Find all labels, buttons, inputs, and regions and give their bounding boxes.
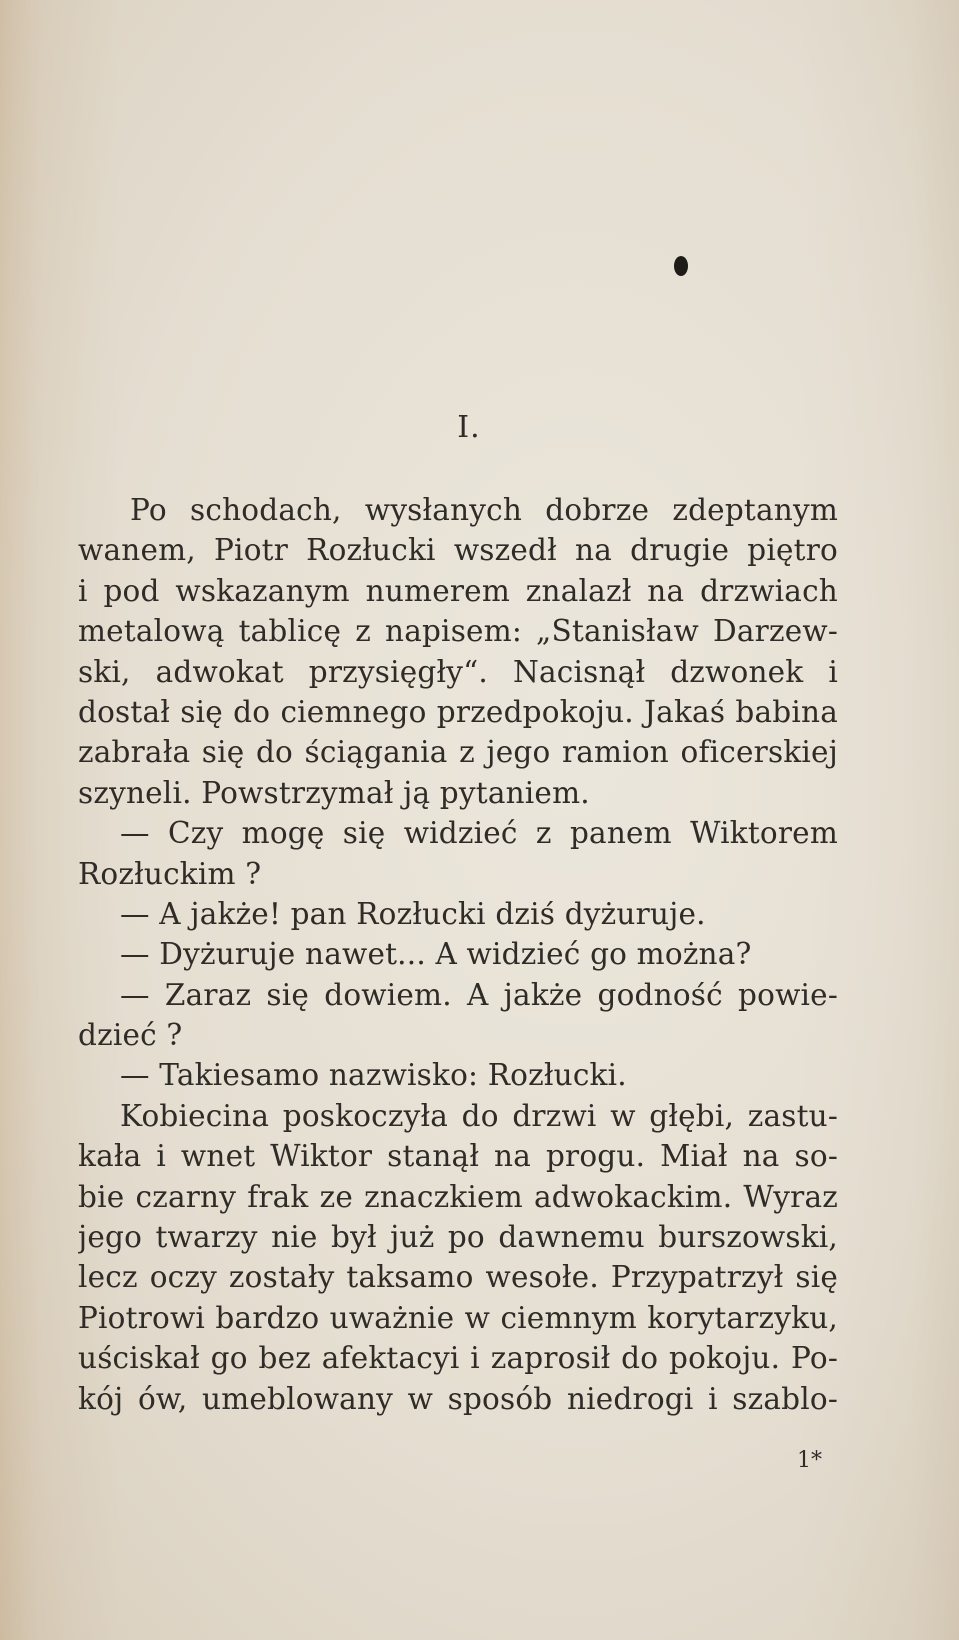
text-line: — Czy mogę się widzieć z panem Wiktorem xyxy=(120,816,838,851)
text-line: Kobiecina poskoczyła do drzwi w głębi, zastu- xyxy=(120,1098,838,1133)
text-line: bie czarny frak ze znaczkiem adwokackim. Wyraz xyxy=(78,1179,838,1214)
text-line: — Zaraz się dowiem. A jakże godność powie- xyxy=(120,977,838,1012)
printer-signature: 1* xyxy=(797,1448,822,1473)
text-line: kój ów, umeblowany w sposób niedrogi i szablo- xyxy=(78,1381,838,1416)
text-line: uściskał go bez afektacyi i zaprosił do pokoju. Po- xyxy=(78,1341,838,1376)
text-line: Piotrowi bardzo uważnie w ciemnym korytarzyku, xyxy=(78,1300,838,1335)
text-line: — A jakże! pan Rozłucki dziś dyżuruje. xyxy=(120,896,706,931)
text-line: i pod wskazanym numerem znalazł na drzwiach xyxy=(78,573,838,608)
chapter-text xyxy=(78,490,838,1419)
text-line: kała i wnet Wiktor stanął na progu. Miał na so- xyxy=(78,1139,838,1174)
text-line: jego twarzy nie był już po dawnemu burszowski, xyxy=(78,1220,838,1255)
ink-spot xyxy=(674,256,688,276)
text-line: zabrała się do ściągania z jego ramion oficerskiej xyxy=(78,735,838,770)
text-line: Rozłuckim ? xyxy=(78,856,262,891)
text-line: dostał się do ciemnego przedpokoju. Jakaś babina xyxy=(78,694,838,729)
text-line: szyneli. Powstrzymał ją pytaniem. xyxy=(78,775,590,810)
text-line: wanem, Piotr Rozłucki wszedł na drugie piętro xyxy=(78,533,838,568)
text-line: — Dyżuruje nawet... A widzieć go można? xyxy=(120,937,752,972)
text-line: metalową tablicę z napisem: „Stanisław Darzew- xyxy=(78,614,838,649)
text-line: ski, adwokat przysięgły“. Nacisnął dzwonek i xyxy=(78,654,838,689)
chapter-number: I. xyxy=(457,410,481,445)
text-line: Po schodach, wysłanych dobrze zdeptanym xyxy=(130,493,838,527)
text-line: lecz oczy zostały taksamo wesołe. Przypatrzył się xyxy=(78,1260,838,1295)
text-line: — Takiesamo nazwisko: Rozłucki. xyxy=(120,1058,627,1093)
text-line: dzieć ? xyxy=(78,1018,183,1053)
